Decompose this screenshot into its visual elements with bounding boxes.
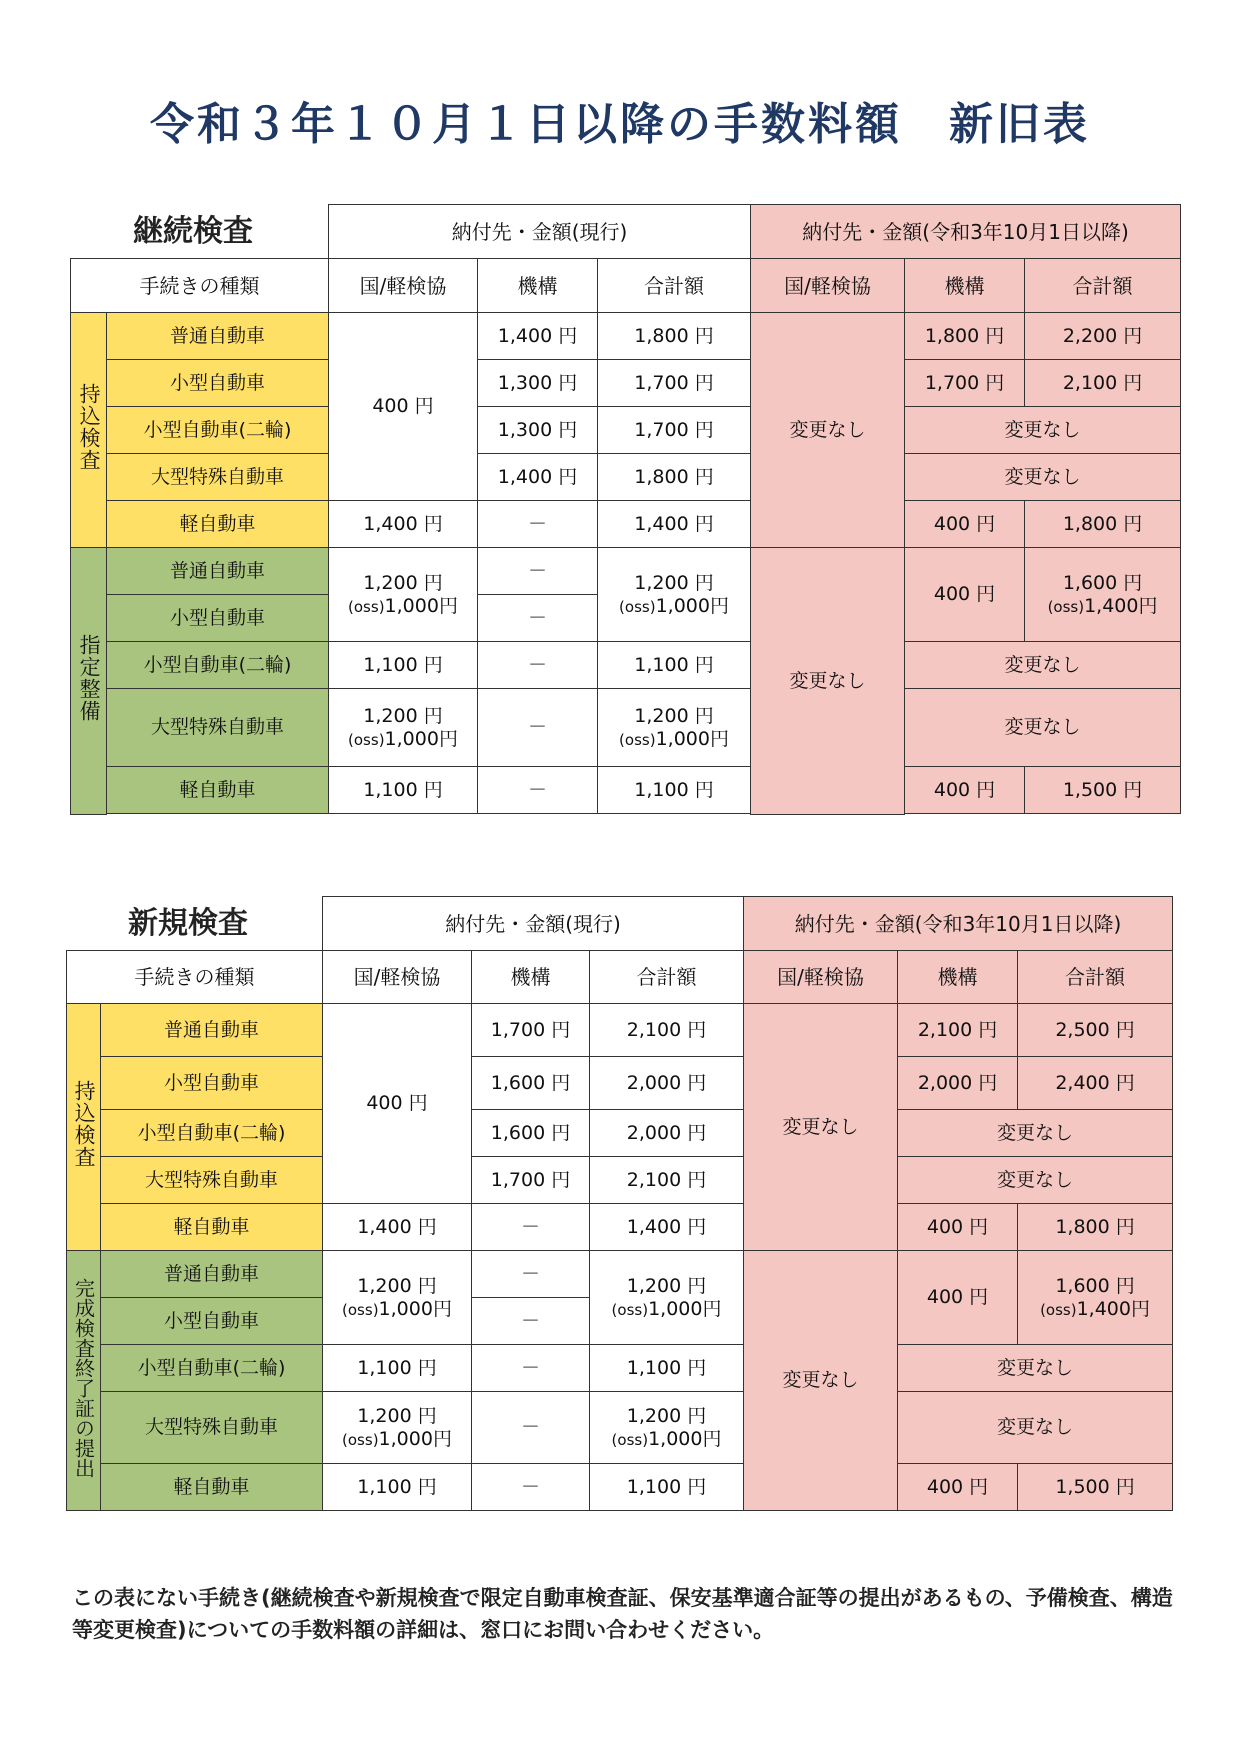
group-label-kansei: 完成検査終了証の提出: [67, 1251, 101, 1511]
cell-total: 1,100 円: [598, 767, 751, 814]
header-new-kikou: 機構: [905, 259, 1025, 313]
cell-new-kikou: 400 円: [898, 1204, 1018, 1251]
cell-new-kuni-unchanged: 変更なし: [751, 313, 905, 548]
cell-total: 2,100 円: [590, 1004, 744, 1057]
table-row: [71, 407, 1181, 454]
cell-kikou: －: [472, 1464, 590, 1511]
table-row: [71, 548, 1181, 595]
header-new-total: 合計額: [1025, 259, 1181, 313]
cell-new-unchanged: 変更なし: [898, 1110, 1173, 1157]
cell-total: 2,000 円: [590, 1110, 744, 1157]
cell-new-total: 1,500 円: [1018, 1464, 1173, 1511]
cell-kuni-shared: 400 円: [329, 313, 478, 501]
row-name: 軽自動車: [107, 501, 329, 548]
cell-kikou: －: [478, 595, 598, 642]
cell-kikou: 1,400 円: [478, 313, 598, 360]
cell-new-kikou: 1,700 円: [905, 360, 1025, 407]
table-row: [67, 1251, 1173, 1298]
section-title-continuous: 継続検査: [133, 214, 253, 249]
cell-total: 2,100 円: [590, 1157, 744, 1204]
cell-kikou: 1,400 円: [478, 454, 598, 501]
cell-total: 1,700 円: [598, 360, 751, 407]
row-name: 軽自動車: [107, 767, 329, 814]
row-name: 普通自動車: [107, 548, 329, 595]
cell-total: 1,100 円: [590, 1464, 744, 1511]
row-name: 大型特殊自動車: [107, 454, 329, 501]
cell-total: 1,200 円 (oss)1,000円: [598, 689, 751, 767]
row-name: 小型自動車(二輪): [101, 1110, 323, 1157]
row-name: 小型自動車(二輪): [107, 642, 329, 689]
cell-new-unchanged: 変更なし: [905, 689, 1181, 767]
cell-new-unchanged: 変更なし: [898, 1345, 1173, 1392]
cell-new-kikou-pair: 400 円: [898, 1251, 1018, 1345]
cell-total: 1,400 円: [590, 1204, 744, 1251]
cell-new-unchanged: 変更なし: [905, 454, 1181, 501]
cell-kikou: 1,700 円: [472, 1157, 590, 1204]
cell-kuni: 1,200 円 (oss)1,000円: [329, 689, 478, 767]
cell-new-total-pair: 1,600 円 (oss)1,400円: [1025, 548, 1181, 642]
cell-new-kuni-unchanged: 変更なし: [744, 1251, 898, 1511]
group-label-mochikomi: 持込検査: [71, 313, 107, 548]
cell-new-kikou: 2,100 円: [898, 1004, 1018, 1057]
cell-kuni: 1,100 円: [329, 642, 478, 689]
continuous-fee-table: [70, 204, 1181, 815]
table-row: [67, 1110, 1173, 1157]
cell-kikou: －: [472, 1392, 590, 1464]
cell-kikou: －: [472, 1345, 590, 1392]
cell-kikou: －: [478, 767, 598, 814]
row-name: 普通自動車: [107, 313, 329, 360]
header-new-total: 合計額: [1018, 951, 1173, 1004]
cell-kikou: 1,600 円: [472, 1057, 590, 1110]
header-total: 合計額: [598, 259, 751, 313]
cell-kuni-pair: 1,200 円 (oss)1,000円: [323, 1251, 472, 1345]
new-inspection-fee-table: [66, 896, 1173, 1511]
table-row: [67, 1057, 1173, 1110]
cell-new-total: 2,200 円: [1025, 313, 1181, 360]
header-current-group: 納付先・金額(現行): [329, 205, 751, 259]
cell-kuni: 1,100 円: [329, 767, 478, 814]
cell-new-unchanged: 変更なし: [898, 1392, 1173, 1464]
cell-kuni-pair: 1,200 円 (oss)1,000円: [329, 548, 478, 642]
table-row: [67, 1464, 1173, 1511]
section-title-cell: [71, 205, 329, 259]
cell-new-kuni-unchanged: 変更なし: [744, 1004, 898, 1251]
page-title: 令和３年１０月１日以降の手数料額 新旧表: [150, 99, 1090, 150]
cell-kikou: －: [472, 1204, 590, 1251]
cell-new-total: 2,100 円: [1025, 360, 1181, 407]
cell-kikou: －: [472, 1298, 590, 1345]
row-name: 小型自動車(二輪): [107, 407, 329, 454]
header-new-kuni: 国/軽検協: [751, 259, 905, 313]
cell-new-total: 2,500 円: [1018, 1004, 1173, 1057]
header-procedure: 手続きの種類: [71, 259, 329, 313]
cell-total: 1,100 円: [598, 642, 751, 689]
cell-total: 1,800 円: [598, 313, 751, 360]
table-row: [71, 454, 1181, 501]
row-name: 大型特殊自動車: [101, 1392, 323, 1464]
header-total: 合計額: [590, 951, 744, 1004]
cell-total: 1,800 円: [598, 454, 751, 501]
table-row: [71, 501, 1181, 548]
row-name: 小型自動車: [101, 1298, 323, 1345]
cell-kikou: 1,600 円: [472, 1110, 590, 1157]
cell-kuni: 1,400 円: [323, 1204, 472, 1251]
row-name: 小型自動車: [107, 360, 329, 407]
group-label-shitei: 指定整備: [71, 548, 107, 815]
cell-kikou: 1,700 円: [472, 1004, 590, 1057]
table-row: [71, 767, 1181, 814]
cell-new-kikou-pair: 400 円: [905, 548, 1025, 642]
header-current-group: 納付先・金額(現行): [323, 897, 744, 951]
cell-new-kikou: 1,800 円: [905, 313, 1025, 360]
cell-kikou: －: [478, 642, 598, 689]
header-procedure: 手続きの種類: [67, 951, 323, 1004]
row-name: 小型自動車: [101, 1057, 323, 1110]
cell-total-pair: 1,200 円 (oss)1,000円: [598, 548, 751, 642]
table-row: [67, 1004, 1173, 1057]
cell-new-total: 1,800 円: [1025, 501, 1181, 548]
cell-kikou: 1,300 円: [478, 360, 598, 407]
group-label-mochikomi: 持込検査: [67, 1004, 101, 1251]
row-name: 普通自動車: [101, 1251, 323, 1298]
row-name: 大型特殊自動車: [107, 689, 329, 767]
header-new-kikou: 機構: [898, 951, 1018, 1004]
cell-kikou: －: [478, 548, 598, 595]
cell-total: 2,000 円: [590, 1057, 744, 1110]
table-row: [71, 689, 1181, 767]
cell-new-kikou: 400 円: [905, 501, 1025, 548]
cell-new-kuni-unchanged: 変更なし: [751, 548, 905, 815]
footnote: この表にない手続き(継続検査や新規検査で限定自動車検査証、保安基準適合証等の提出があるもの、予備検査、構造等変更検査)についての手数料額の詳細は、窓口にお問い合わせください。: [72, 1586, 1173, 1642]
table-row: [71, 642, 1181, 689]
cell-kikou: －: [478, 501, 598, 548]
cell-new-kikou: 400 円: [898, 1464, 1018, 1511]
table-row: [67, 1392, 1173, 1464]
cell-kuni: 1,100 円: [323, 1464, 472, 1511]
row-name: 小型自動車: [107, 595, 329, 642]
section-title-new-inspection: 新規検査: [128, 906, 248, 941]
section-title-cell: [67, 897, 323, 951]
cell-total: 1,400 円: [598, 501, 751, 548]
cell-total: 1,100 円: [590, 1345, 744, 1392]
row-name: 普通自動車: [101, 1004, 323, 1057]
table-row: [67, 1157, 1173, 1204]
cell-kuni: 1,200 円 (oss)1,000円: [323, 1392, 472, 1464]
cell-new-total: 2,400 円: [1018, 1057, 1173, 1110]
cell-new-total-pair: 1,600 円 (oss)1,400円: [1018, 1251, 1173, 1345]
cell-new-kikou: 2,000 円: [898, 1057, 1018, 1110]
header-kikou: 機構: [478, 259, 598, 313]
header-new-group: 納付先・金額(令和3年10月1日以降): [751, 205, 1181, 259]
row-name: 小型自動車(二輪): [101, 1345, 323, 1392]
cell-new-kikou: 400 円: [905, 767, 1025, 814]
row-name: 軽自動車: [101, 1464, 323, 1511]
cell-kuni-shared: 400 円: [323, 1004, 472, 1204]
cell-kuni: 1,100 円: [323, 1345, 472, 1392]
header-new-group: 納付先・金額(令和3年10月1日以降): [744, 897, 1173, 951]
cell-new-total: 1,800 円: [1018, 1204, 1173, 1251]
cell-total: 1,700 円: [598, 407, 751, 454]
cell-kikou: －: [478, 689, 598, 767]
table-row: [67, 1204, 1173, 1251]
cell-kuni: 1,400 円: [329, 501, 478, 548]
header-new-kuni: 国/軽検協: [744, 951, 898, 1004]
table-row: [67, 1345, 1173, 1392]
row-name: 大型特殊自動車: [101, 1157, 323, 1204]
cell-kikou: －: [472, 1251, 590, 1298]
cell-total-pair: 1,200 円 (oss)1,000円: [590, 1251, 744, 1345]
cell-total: 1,200 円 (oss)1,000円: [590, 1392, 744, 1464]
row-name: 軽自動車: [101, 1204, 323, 1251]
cell-new-unchanged: 変更なし: [905, 407, 1181, 454]
header-kuni: 国/軽検協: [323, 951, 472, 1004]
header-kikou: 機構: [472, 951, 590, 1004]
cell-new-unchanged: 変更なし: [905, 642, 1181, 689]
cell-new-unchanged: 変更なし: [898, 1157, 1173, 1204]
table-row: [71, 360, 1181, 407]
cell-kikou: 1,300 円: [478, 407, 598, 454]
table-row: [71, 313, 1181, 360]
cell-new-total: 1,500 円: [1025, 767, 1181, 814]
header-kuni: 国/軽検協: [329, 259, 478, 313]
